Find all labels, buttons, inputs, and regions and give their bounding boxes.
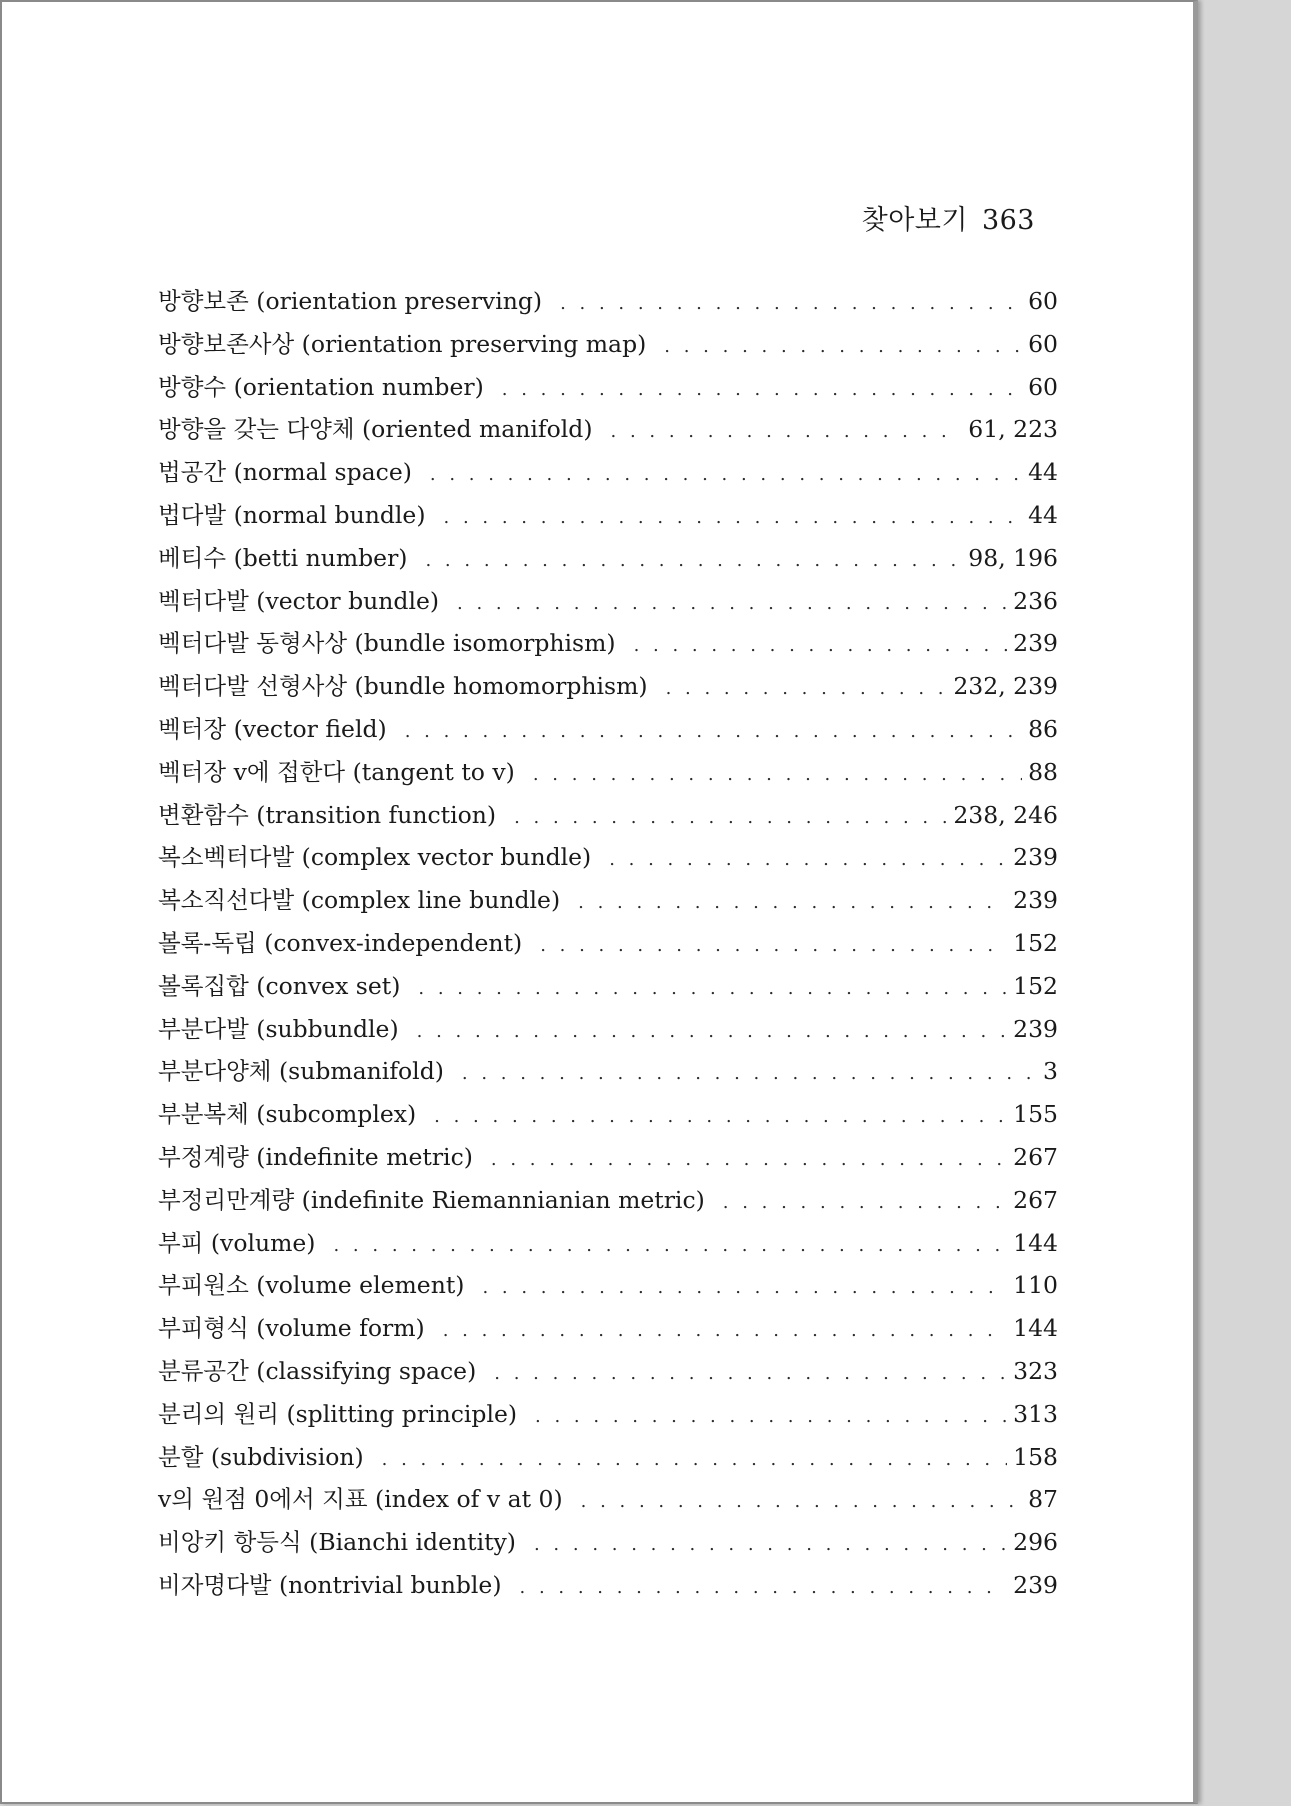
- dot-leader: [443, 1322, 1007, 1340]
- index-term: 부분복체 (subcomplex): [158, 1100, 417, 1129]
- index-term: 볼록-독립 (convex-independent): [158, 928, 523, 957]
- index-entry: [158, 325, 1058, 368]
- index-page-ref: 236: [1013, 586, 1058, 615]
- dot-leader: [333, 1237, 1007, 1255]
- dot-leader: [502, 381, 1022, 399]
- index-term: 부정리만계량 (indefinite Riemannianian metric): [158, 1185, 705, 1214]
- index-page-ref: 44: [1028, 500, 1058, 529]
- index-entry: [158, 410, 1058, 453]
- dot-leader: [444, 509, 1023, 527]
- index-entry: [158, 1266, 1058, 1309]
- index-page-ref: 144: [1013, 1228, 1058, 1257]
- index-entry: [158, 753, 1058, 796]
- index-entry: [158, 582, 1058, 625]
- index-entry: [158, 1181, 1058, 1224]
- header-title: 찾아보기: [861, 205, 968, 236]
- index-term: 비앙키 항등식 (Bianchi identity): [158, 1528, 516, 1557]
- index-page-ref: 313: [1013, 1399, 1058, 1428]
- index-term: 벡터장 (vector field): [158, 714, 387, 743]
- index-entry-list: [158, 282, 1058, 1609]
- index-page-ref: 144: [1013, 1314, 1058, 1343]
- index-page-ref: 110: [1013, 1271, 1058, 1300]
- index-page-ref: 158: [1013, 1442, 1058, 1471]
- dot-leader: [533, 766, 1022, 784]
- index-page-ref: 3: [1043, 1057, 1058, 1086]
- index-page-ref: 60: [1028, 287, 1058, 315]
- index-entry: [158, 967, 1058, 1010]
- index-term: 법공간 (normal space): [158, 458, 412, 487]
- index-term: 부분다양체 (submanifold): [158, 1057, 444, 1086]
- index-entry: [158, 368, 1058, 411]
- index-page-ref: 155: [1013, 1100, 1058, 1129]
- dot-leader: [434, 1108, 1007, 1126]
- index-entry: [158, 496, 1058, 539]
- running-header: [862, 198, 1035, 237]
- index-entry: [158, 1566, 1058, 1609]
- index-page-ref: 98, 196: [968, 543, 1058, 572]
- index-page-ref: 88: [1028, 757, 1058, 786]
- dot-leader: [534, 1536, 1007, 1554]
- index-term: 방향수 (orientation number): [158, 372, 484, 401]
- index-term: 벡터다발 동형사상 (bundle isomorphism): [158, 629, 616, 658]
- index-page-ref: 86: [1028, 714, 1058, 743]
- index-entry: [158, 924, 1058, 967]
- dot-leader: [611, 423, 963, 441]
- index-page-ref: 239: [1013, 1570, 1058, 1599]
- index-page-ref: 60: [1028, 329, 1058, 358]
- index-entry: [158, 1480, 1058, 1523]
- index-entry: [158, 1523, 1058, 1566]
- index-entry: [158, 1010, 1058, 1053]
- index-entry: [158, 453, 1058, 496]
- index-page-ref: 60: [1028, 372, 1058, 401]
- index-entry: [158, 1138, 1058, 1181]
- index-term: 방향을 갖는 다양체 (oriented manifold): [158, 415, 593, 444]
- index-term: 베티수 (betti number): [158, 543, 408, 572]
- index-term: 복소직선다발 (complex line bundle): [158, 886, 561, 915]
- dot-leader: [514, 809, 947, 827]
- index-entry: [158, 282, 1058, 325]
- index-term: 복소벡터다발 (complex vector bundle): [158, 843, 592, 872]
- index-entry: [158, 881, 1058, 924]
- dot-leader: [457, 595, 1007, 613]
- dot-leader: [560, 295, 1022, 313]
- dot-leader: [482, 1279, 1007, 1297]
- index-term: 벡터다발 (vector bundle): [158, 586, 440, 615]
- index-page-ref: 152: [1013, 971, 1058, 1000]
- index-term: 벡터장 v에 접한다 (tangent to v): [158, 757, 515, 786]
- index-term: 방향보존사상 (orientation preserving map): [158, 329, 647, 358]
- index-entry: [158, 710, 1058, 753]
- index-entry: [158, 1309, 1058, 1352]
- index-entry: [158, 1438, 1058, 1481]
- dot-leader: [494, 1365, 1007, 1383]
- index-page-ref: 61, 223: [968, 415, 1058, 444]
- index-page-ref: 267: [1013, 1185, 1058, 1214]
- index-page-ref: 239: [1013, 886, 1058, 915]
- index-page-ref: 239: [1013, 843, 1058, 872]
- index-term: 부피원소 (volume element): [158, 1271, 465, 1300]
- index-term: 부피 (volume): [158, 1228, 316, 1257]
- dot-leader: [578, 894, 1007, 912]
- dot-leader: [535, 1408, 1007, 1426]
- index-entry: [158, 667, 1058, 710]
- index-page-ref: 44: [1028, 458, 1058, 487]
- dot-leader: [540, 937, 1007, 955]
- dot-leader: [382, 1451, 1007, 1469]
- index-page-ref: 238, 246: [953, 800, 1058, 829]
- dot-leader: [634, 637, 1008, 655]
- index-term: 분할 (subdivision): [158, 1442, 364, 1471]
- index-entry: [158, 624, 1058, 667]
- dot-leader: [666, 680, 948, 698]
- index-page-ref: 232, 239: [953, 672, 1058, 701]
- index-entry: [158, 539, 1058, 582]
- dot-leader: [609, 851, 1007, 869]
- index-term: 부피형식 (volume form): [158, 1314, 425, 1343]
- index-page-ref: 87: [1028, 1485, 1058, 1514]
- header-page-number: 363: [981, 205, 1035, 236]
- index-entry: [158, 796, 1058, 839]
- dot-leader: [425, 552, 962, 570]
- index-term: 벡터다발 선형사상 (bundle homomorphism): [158, 672, 648, 701]
- index-entry: [158, 1395, 1058, 1438]
- dot-leader: [430, 466, 1022, 484]
- dot-leader: [664, 338, 1022, 356]
- dot-leader: [405, 723, 1022, 741]
- index-term: 부정계량 (indefinite metric): [158, 1142, 473, 1171]
- index-entry: [158, 1095, 1058, 1138]
- index-entry: [158, 1052, 1058, 1095]
- dot-leader: [581, 1493, 1022, 1511]
- index-entry: [158, 1224, 1058, 1267]
- index-page-ref: 239: [1013, 629, 1058, 658]
- index-page-ref: 296: [1013, 1528, 1058, 1557]
- index-term: v의 원점 0에서 지표 (index of v at 0): [158, 1485, 563, 1514]
- dot-leader: [723, 1194, 1007, 1212]
- index-entry: [158, 838, 1058, 881]
- index-page-ref: 152: [1013, 928, 1058, 957]
- index-term: 변환함수 (transition function): [158, 800, 497, 829]
- index-term: 비자명다발 (nontrivial bunble): [158, 1570, 502, 1599]
- index-term: 볼록집합 (convex set): [158, 971, 401, 1000]
- index-term: 부분다발 (subbundle): [158, 1014, 399, 1043]
- dot-leader: [462, 1065, 1037, 1083]
- dot-leader: [417, 1023, 1008, 1041]
- dot-leader: [520, 1579, 1008, 1597]
- index-term: 법다발 (normal bundle): [158, 500, 426, 529]
- index-term: 분류공간 (classifying space): [158, 1356, 477, 1385]
- index-page-ref: 239: [1013, 1014, 1058, 1043]
- index-page-ref: 267: [1013, 1142, 1058, 1171]
- index-page-ref: 323: [1013, 1356, 1058, 1385]
- index-term: 방향보존 (orientation preserving): [158, 287, 543, 315]
- index-entry: [158, 1352, 1058, 1395]
- dot-leader: [418, 980, 1007, 998]
- index-term: 분리의 원리 (splitting principle): [158, 1399, 518, 1428]
- dot-leader: [491, 1151, 1007, 1169]
